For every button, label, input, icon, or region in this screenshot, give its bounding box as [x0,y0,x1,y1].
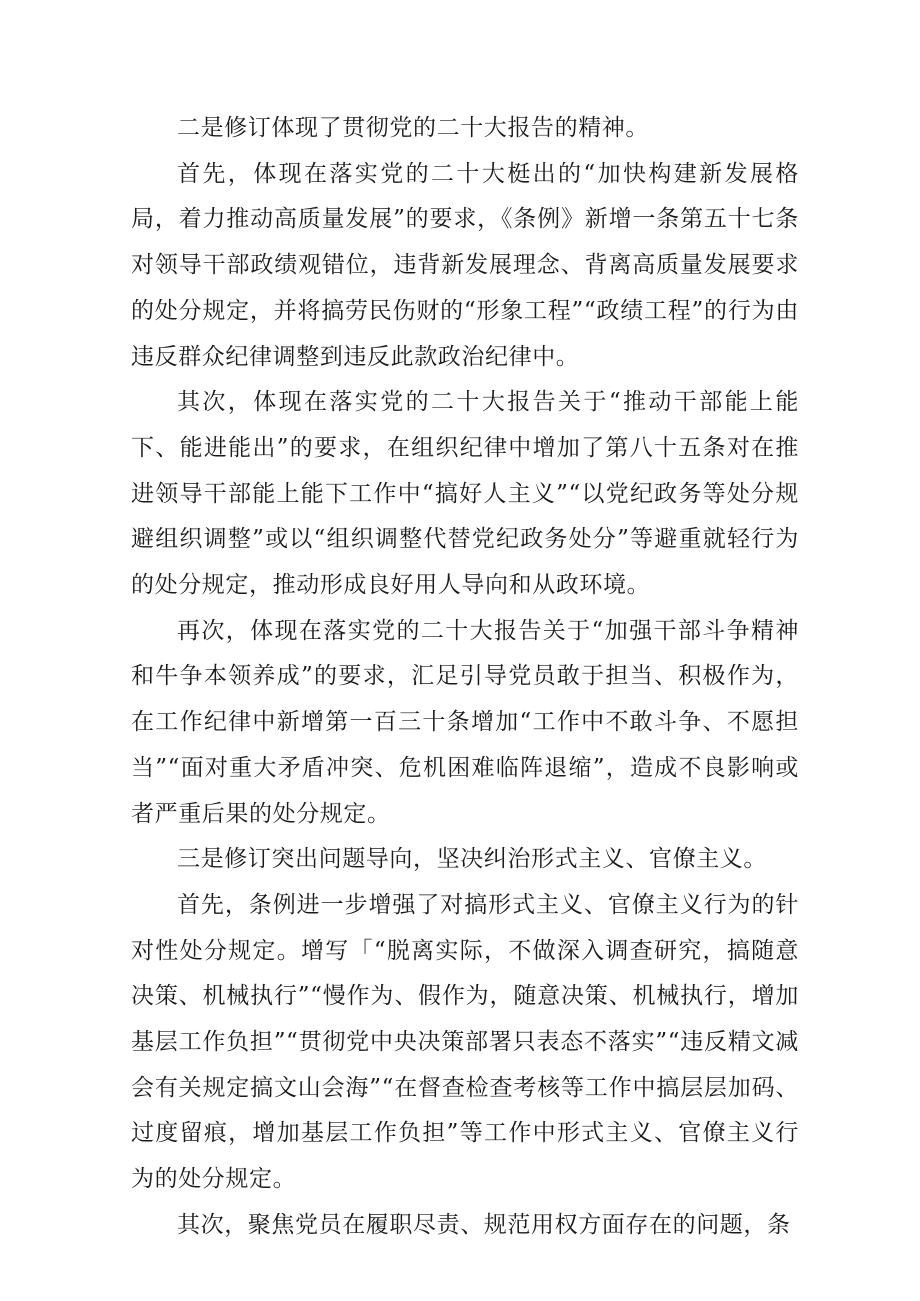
paragraph-secondly-cadres: 其次，体现在落实党的二十大报告关于“推动干部能上能下、能进能出”的要求，在组织纪律中增加了第八十五条对在推进领导干部能上能下工作中“搞好人主义”“以党纪政务等处分规避组织调整”或以“组织调整代替党纪政务处分”等避重就轻行为的处分规定，推动形成良好用人导向和从政环境。 [131,389,799,599]
paragraph-thirdly-struggle: 再次，体现在落实党的二十大报告关于“加强干部斗争精神和牛争本领养成”的要求，汇足引导党员敢于担当、积极作为，在工作纪律中新增第一百三十条增加“工作中不敢斗争、不愿担当”“面对重大矛盾冲突、危机困难临阵退缩”，造成不良影响或者严重后果的处分规定。 [131,617,799,827]
paragraph-firstly-development: 首先，体现在落实党的二十大梃出的“加快构建新发展格局，着力推动高质量发展”的要求，《条例》新增一条第五十七条对领导干部政绩观错位，违背新发展理念、背离高质量发展要求的处分规定，并将搞劳民伤财的“形象工程”“政绩工程”的行为由违反群众纪律调整到违反此款政治纪律中。 [131,160,799,370]
paragraph-revision-point-two: 二是修订体现了贯彻党的二十大报告的精神。 [177,115,649,141]
paragraph-secondly-duties: 其次，聚焦党员在履职尽责、规范用权方面存在的问题，条 [177,1211,791,1238]
document-body [131,106,799,1249]
paragraph-firstly-formalism: 首先，条例进一步增强了对搞形式主义、官僚主义行为的针对性处分规定。增写「“脱离实际，不做深入调查研究，搞随意决策、机械执行”“慢作为、假作为，随意决策、机械执行，增加基层工作负担”“贯彻党中央决策部署只表态不落实”“违反精文减会有关规定搞文山会海”“在督查检查考核等工作中搞层层加码、过度留痕，增加基层工作负担”等工作中形式主义、官僚主义行为的处分规定。 [131,891,799,1193]
paragraph-revision-point-three: 三是修订突出问题导向，坚决纠治形式主义、官僚主义。 [177,846,767,873]
